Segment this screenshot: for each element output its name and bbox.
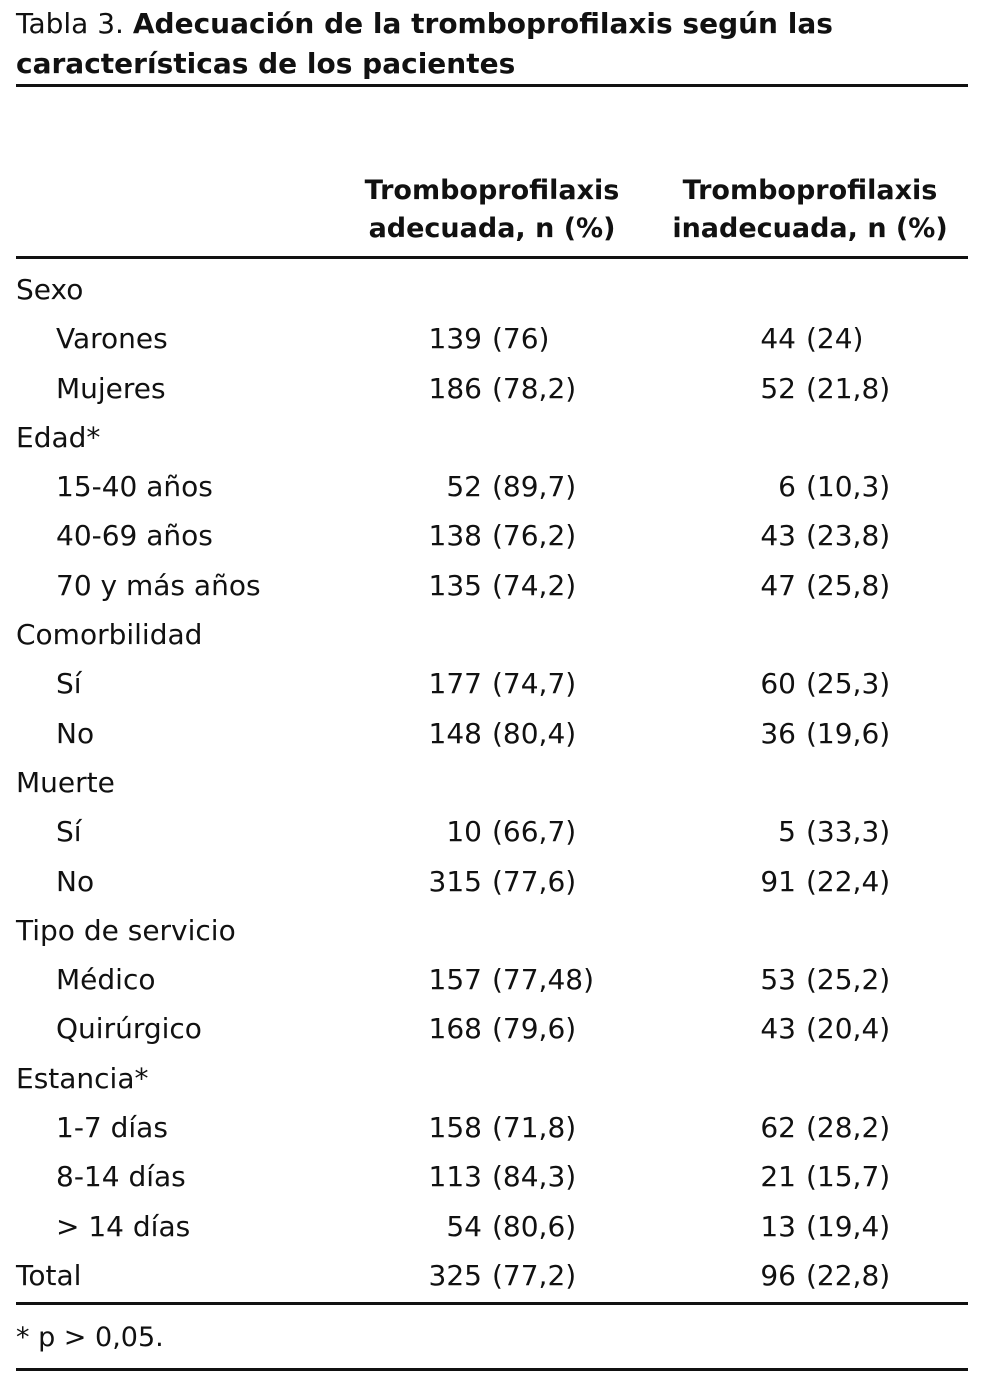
table-body: [16, 265, 968, 1300]
cell-inadecuada-count: 6: [778, 470, 796, 504]
cell-adecuada-percent: (80,6): [492, 1209, 577, 1243]
cell-adecuada-percent: (74,2): [492, 568, 577, 602]
cell-adecuada-count: 158: [428, 1111, 482, 1145]
cell-inadecuada-percent: (25,8): [806, 568, 891, 602]
table-row: [16, 511, 968, 560]
cell-adecuada-percent: (89,7): [492, 470, 577, 504]
cell-adecuada-count: 139: [428, 322, 482, 356]
table-row: [16, 807, 968, 856]
cell-inadecuada-percent: (10,3): [806, 470, 891, 504]
row-label: Mujeres: [56, 371, 166, 405]
column-header-line: Tromboprofilaxis: [682, 175, 938, 206]
table-row: [16, 955, 968, 1004]
table-row: [16, 659, 968, 708]
cell-inadecuada-count: 44: [760, 322, 796, 356]
cell-adecuada-count: 325: [428, 1258, 482, 1292]
column-header-line: Tromboprofilaxis: [364, 175, 620, 206]
table-row: [16, 314, 968, 363]
table-row: [16, 1103, 968, 1152]
cell-adecuada-count: 138: [428, 519, 482, 553]
cell-adecuada-percent: (71,8): [492, 1111, 577, 1145]
row-label: 8-14 días: [56, 1160, 186, 1194]
cell-adecuada-percent: (77,48): [492, 963, 595, 997]
table-caption: [16, 4, 974, 84]
cell-adecuada-count: 148: [428, 716, 482, 750]
table-group-row: [16, 758, 968, 807]
row-label: Varones: [56, 322, 168, 356]
cell-inadecuada-percent: (25,3): [806, 667, 891, 701]
cell-adecuada-percent: (66,7): [492, 815, 577, 849]
cell-inadecuada-percent: (23,8): [806, 519, 891, 553]
cell-adecuada-count: 186: [428, 371, 482, 405]
table-row: [16, 462, 968, 511]
cell-adecuada-percent: (79,6): [492, 1012, 577, 1046]
cell-inadecuada-percent: (33,3): [806, 815, 891, 849]
column-header-adecuada: [352, 172, 632, 248]
table-row: [16, 561, 968, 610]
cell-adecuada-percent: (84,3): [492, 1160, 577, 1194]
row-label: Médico: [56, 963, 156, 997]
cell-adecuada-percent: (76,2): [492, 519, 577, 553]
column-header-inadecuada: [660, 172, 960, 248]
table-group-row: [16, 1054, 968, 1103]
table-row: [16, 364, 968, 413]
cell-inadecuada-percent: (20,4): [806, 1012, 891, 1046]
row-label: No: [56, 864, 95, 898]
cell-inadecuada-percent: (28,2): [806, 1111, 891, 1145]
column-header-line: adecuada, n (%): [368, 213, 616, 244]
cell-inadecuada-count: 36: [760, 716, 796, 750]
cell-adecuada-count: 135: [428, 568, 482, 602]
cell-adecuada-percent: (74,7): [492, 667, 577, 701]
row-label: Sí: [56, 667, 82, 701]
table-row: [16, 857, 968, 906]
table-row: [16, 1004, 968, 1053]
table-group-row: [16, 906, 968, 955]
row-label: No: [56, 716, 95, 750]
cell-inadecuada-percent: (22,4): [806, 864, 891, 898]
cell-inadecuada-count: 47: [760, 568, 796, 602]
bottom-rule: [16, 1302, 968, 1305]
row-label: Comorbilidad: [16, 618, 203, 652]
cell-inadecuada-count: 43: [760, 519, 796, 553]
caption-label: Tabla 3.: [16, 7, 124, 40]
column-header-line: inadecuada, n (%): [672, 213, 948, 244]
cell-inadecuada-count: 52: [760, 371, 796, 405]
cell-adecuada-count: 10: [446, 815, 482, 849]
cell-adecuada-count: 157: [428, 963, 482, 997]
cell-adecuada-count: 113: [428, 1160, 482, 1194]
cell-inadecuada-count: 5: [778, 815, 796, 849]
cell-adecuada-percent: (77,6): [492, 864, 577, 898]
footnote: * p > 0,05.: [16, 1322, 164, 1353]
caption-title: Adecuación de la tromboprofilaxis según las características de los pacientes: [16, 7, 833, 80]
row-label: Sexo: [16, 273, 84, 306]
cell-inadecuada-percent: (25,2): [806, 963, 891, 997]
cell-adecuada-count: 315: [428, 864, 482, 898]
table-row: [16, 1152, 968, 1201]
table-group-row: [16, 610, 968, 659]
cell-inadecuada-count: 43: [760, 1012, 796, 1046]
row-label: Sí: [56, 815, 82, 849]
cell-inadecuada-percent: (21,8): [806, 371, 891, 405]
cell-adecuada-count: 52: [446, 470, 482, 504]
table-row: [16, 1202, 968, 1251]
header-rule: [16, 256, 968, 259]
table-group-row: [16, 265, 968, 314]
row-label: Edad*: [16, 420, 101, 454]
row-label: 40-69 años: [56, 519, 213, 553]
cell-inadecuada-count: 91: [760, 864, 796, 898]
cell-inadecuada-percent: (19,6): [806, 716, 891, 750]
cell-adecuada-count: 177: [428, 667, 482, 701]
cell-inadecuada-percent: (15,7): [806, 1160, 891, 1194]
footer-rule: [16, 1368, 968, 1371]
row-label: > 14 días: [56, 1209, 191, 1243]
cell-inadecuada-count: 62: [760, 1111, 796, 1145]
cell-inadecuada-count: 60: [760, 667, 796, 701]
cell-adecuada-percent: (77,2): [492, 1258, 577, 1292]
table-row: [16, 709, 968, 758]
row-label: Total: [16, 1258, 82, 1292]
cell-inadecuada-count: 21: [760, 1160, 796, 1194]
table-group-row: [16, 413, 968, 462]
row-label: Tipo de servicio: [16, 913, 236, 947]
row-label: Quirúrgico: [56, 1012, 202, 1046]
cell-adecuada-count: 54: [446, 1209, 482, 1243]
cell-inadecuada-percent: (19,4): [806, 1209, 891, 1243]
cell-inadecuada-percent: (22,8): [806, 1258, 891, 1292]
cell-inadecuada-count: 13: [760, 1209, 796, 1243]
cell-adecuada-percent: (78,2): [492, 371, 577, 405]
row-label: Estancia*: [16, 1061, 149, 1095]
row-label: 15-40 años: [56, 470, 213, 504]
row-label: 1-7 días: [56, 1111, 168, 1145]
cell-inadecuada-count: 96: [760, 1258, 796, 1292]
cell-adecuada-count: 168: [428, 1012, 482, 1046]
cell-adecuada-percent: (80,4): [492, 716, 577, 750]
row-label: Muerte: [16, 765, 115, 799]
row-label: 70 y más años: [56, 568, 261, 602]
cell-adecuada-percent: (76): [492, 322, 550, 356]
top-rule: [16, 84, 968, 87]
cell-inadecuada-count: 53: [760, 963, 796, 997]
table-group-row: [16, 1251, 968, 1300]
cell-inadecuada-percent: (24): [806, 322, 864, 356]
